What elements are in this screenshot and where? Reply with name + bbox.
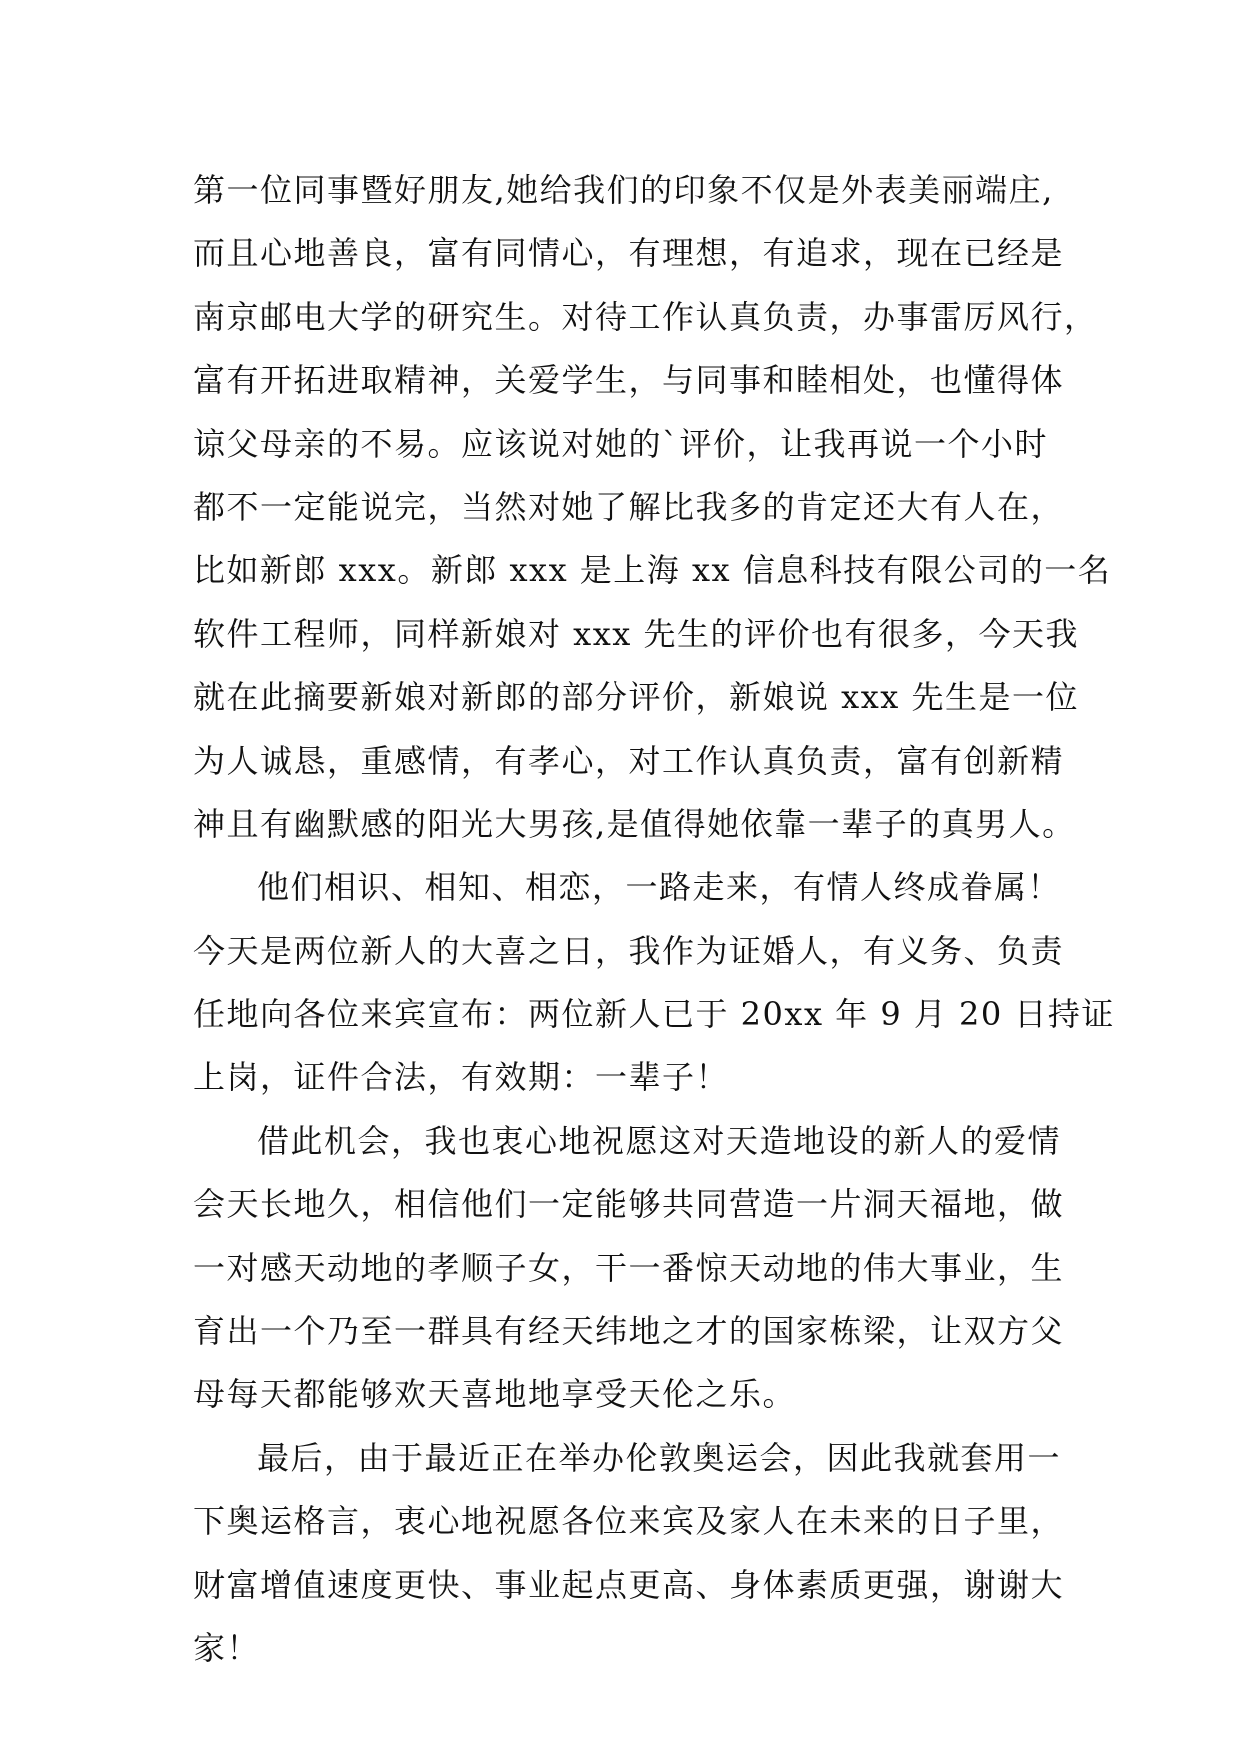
document-body (193, 159, 1115, 1680)
text-line: 一对感天动地的孝顺子女，干一番惊天动地的伟大事业，生 (193, 1248, 1065, 1287)
text-line: 就在此摘要新娘对新郎的部分评价，新娘说 xxx 先生是一位 (193, 678, 1079, 717)
text-line: 第一位同事暨好朋友,她给我们的印象不仅是外表美丽端庄, (193, 171, 1054, 209)
text-line: 软件工程师，同样新娘对 xxx 先生的评价也有很多，今天我 (193, 614, 1079, 653)
text-line: 财富增值速度更快、事业起点更高、身体素质更强，谢谢大 (193, 1565, 1065, 1604)
text-line: 比如新郎 xxx。新郎 xxx 是上海 xx 信息科技有限公司的一名 (193, 551, 1112, 590)
paragraph-start-line: 最后，由于最近正在举办伦敦奥运会，因此我就套用一 (257, 1438, 1062, 1477)
text-line: 任地向各位来宾宣布：两位新人已于 20xx 年 9 月 20 日持证 (193, 995, 1115, 1034)
text-line: 谅父母亲的不易。应该说对她的`评价，让我再说一个小时 (193, 424, 1049, 463)
text-line: 母每天都能够欢天喜地地享受天伦之乐。 (193, 1375, 797, 1414)
text-line: 家！ (193, 1628, 261, 1667)
text-line: 会天长地久，相信他们一定能够共同营造一片洞天福地，做 (193, 1185, 1065, 1224)
text-line: 今天是两位新人的大喜之日，我作为证婚人，有义务、负责 (193, 931, 1065, 970)
text-line: 下奥运格言，衷心地祝愿各位来宾及家人在未来的日子里， (193, 1502, 1065, 1541)
text-line: 神且有幽默感的阳光大男孩,是值得她依靠一辈子的真男人。 (193, 804, 1076, 843)
paragraph-start-line: 他们相识、相知、相恋，一路走来，有情人终成眷属！ (257, 868, 1062, 907)
text-line: 富有开拓进取精神，关爱学生，与同事和睦相处，也懂得体 (193, 361, 1065, 400)
text-line: 都不一定能说完，当然对她了解比我多的肯定还大有人在， (193, 487, 1065, 526)
text-line: 为人诚恳，重感情，有孝心，对工作认真负责，富有创新精 (193, 741, 1065, 780)
text-line: 上岗，证件合法，有效期：一辈子！ (193, 1058, 730, 1097)
text-line: 而且心地善良，富有同情心，有理想，有追求，现在已经是 (193, 234, 1065, 273)
paragraph-start-line: 借此机会，我也衷心地祝愿这对天造地设的新人的爱情 (257, 1121, 1062, 1160)
text-line: 南京邮电大学的研究生。对待工作认真负责，办事雷厉风行， (193, 297, 1098, 336)
text-line: 育出一个乃至一群具有经天纬地之才的国家栋梁，让双方父 (193, 1312, 1065, 1351)
